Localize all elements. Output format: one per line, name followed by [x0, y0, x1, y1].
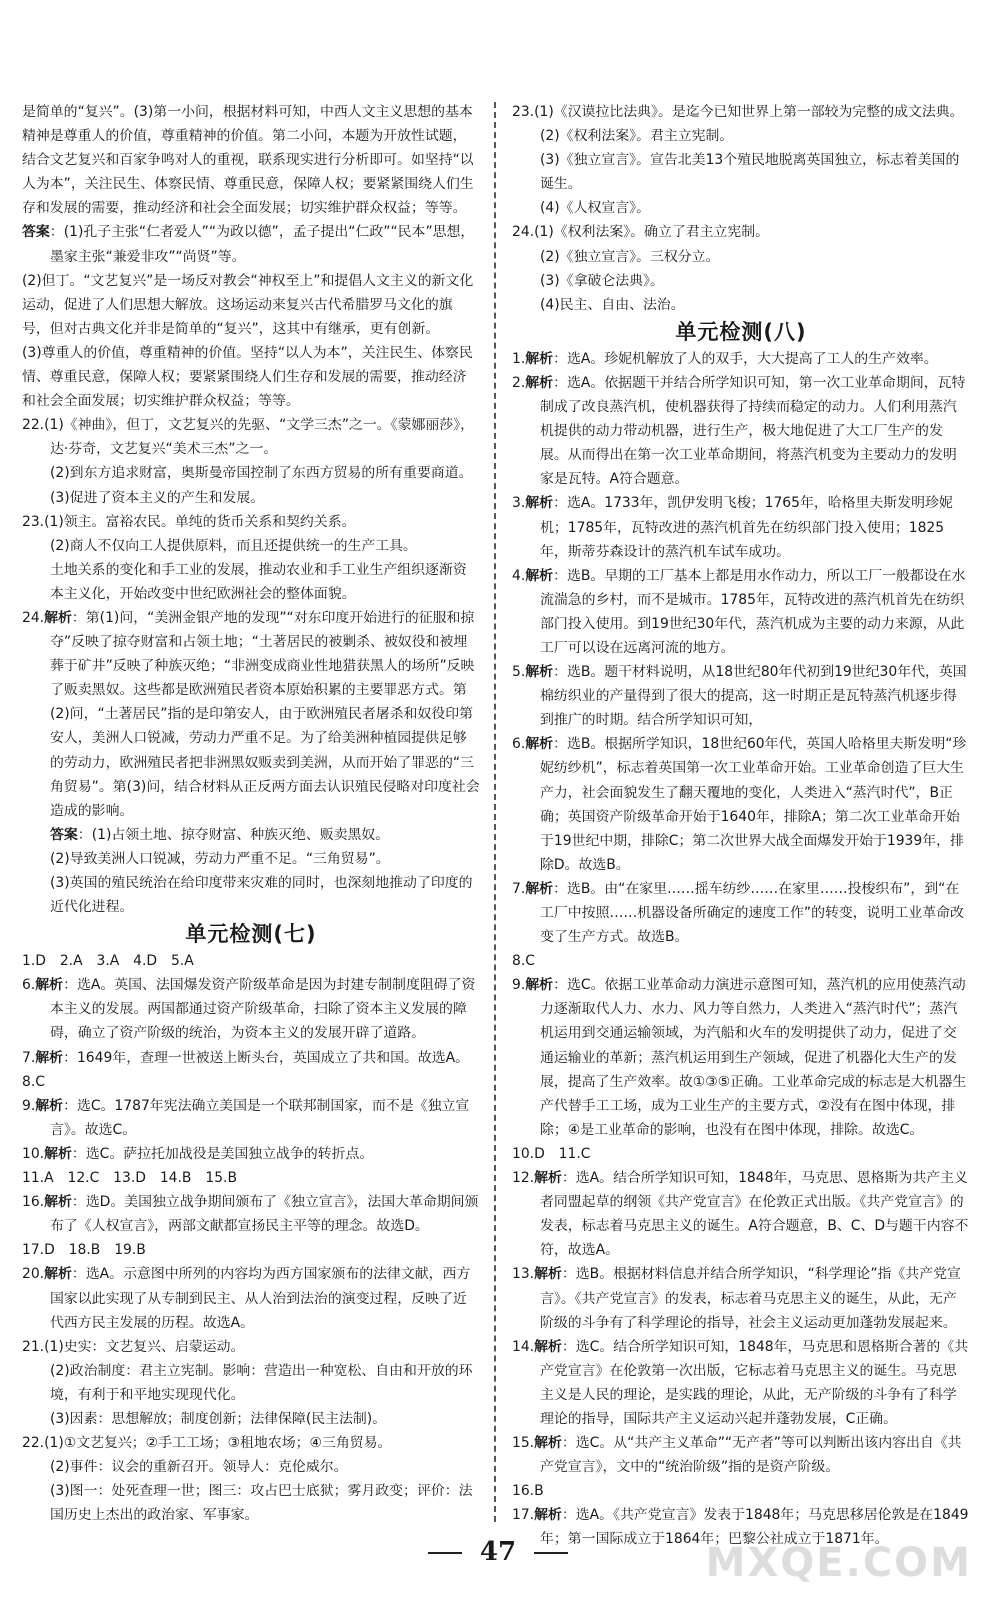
paragraph-text: ：选A。依据题干并结合所学知识可知，第一次工业革命期间，瓦特制成了改良蒸汽机，使机器获得了持续而稳定的动力。人们利用蒸汽机提供的动力带动机器，进行生产，极大地促进了大工厂生产的发展。从而得出在第一次工业革命期间，将蒸汽机变为主要动力的发明家是瓦特。A符合题意。 — [540, 374, 966, 488]
analysis-label: 解析 — [525, 495, 554, 512]
item-number: 12. — [512, 1170, 535, 1187]
answer-paragraph — [512, 660, 970, 732]
answer-paragraph — [22, 973, 480, 1045]
left-column — [22, 100, 480, 1527]
answer-paragraph: 土地关系的变化和手工业的发展，推动农业和手工业生产组织逐渐资本主义化，开始改变中世纪欧洲社会的整体面貌。 — [50, 561, 467, 602]
analysis-label: 解析 — [44, 1194, 72, 1211]
answer-paragraph: (3)因素：思想解放；制度创新；法律保障(民主法制)。 — [50, 1410, 387, 1427]
paragraph-text: ：选B。根据所学知识，18世纪60年代，英国人哈格里夫斯发明“珍妮纺纱机”，标志着英国第一次工业革命开始。工业革命创造了巨大生产力，社会面貌发生了翻天覆地的变化，人类进入“蒸汽时代”，B正确；英国资产阶级革命开始于1640年，排除A；第二次工业革命开始于19世纪中期，排除C；第二次世界大战全面爆发开始于1939年，排除D。故选B。 — [540, 736, 967, 873]
answer-paragraph: (4)《人权宣言》。 — [540, 200, 650, 217]
item-number: 16. — [22, 1194, 45, 1211]
analysis-label: 解析 — [525, 736, 554, 753]
answer-paragraph: 8.C — [512, 953, 535, 970]
paragraph-text: ：(1)占领土地、掠夺财富、种族灭绝、贩卖黑奴。 — [77, 826, 390, 843]
right-column — [512, 100, 970, 1552]
paragraph-text: ：选C。结合所学知识可知，1848年，马克思和恩格斯合著的《共产党宣言》在伦敦第一次出版，它标志着马克思主义的诞生。马克思主义是人民的理论，是实践的理论，从此，无产阶级的斗争有了科学理论的指导，国际共产主义运动兴起并蓬勃发展，C正确。 — [540, 1338, 969, 1427]
item-number: 1. — [512, 350, 526, 367]
answer-paragraph — [512, 1335, 970, 1431]
answer-paragraph — [512, 347, 970, 371]
answer-paragraph: 1.D 2.A 3.A 4.D 5.A — [22, 953, 194, 970]
answer-paragraph — [512, 732, 970, 877]
analysis-label: 解析 — [534, 1435, 562, 1452]
analysis-label: 解析 — [35, 1097, 64, 1114]
item-number: 24. — [22, 609, 45, 626]
analysis-label: 解析 — [525, 350, 554, 367]
item-number: 7. — [22, 1049, 36, 1066]
answer-paragraph: 17.D 18.B 19.B — [22, 1242, 146, 1259]
item-number: 3. — [512, 495, 526, 512]
answer-paragraph — [512, 371, 970, 491]
answer-paragraph: 8.C — [22, 1073, 45, 1090]
answer-paragraph — [512, 1166, 970, 1262]
analysis-label: 解析 — [534, 1170, 562, 1187]
page-number-text: 47 — [479, 1537, 517, 1567]
answer-paragraph: (2)《权利法案》。君主立宪制。 — [540, 128, 734, 145]
answer-paragraph — [22, 1142, 480, 1166]
page-number-dash-left — [428, 1552, 462, 1554]
paragraph-text: ：选C。依据工业革命动力演进示意图可知，蒸汽机的应用使蒸汽动力逐渐取代人力、水力、风力等自然力，人类进入“蒸汽时代”；蒸汽机运用到交通运输领域，为汽船和火车的发明提供了动力，促进了交通运输业的革新；蒸汽机运用到生产领域，促进了机器化大生产的发展，提高了生产效率。故①③⑤正确。工业革命完成的标志是大机器生产代替手工工场，成为工业生产的主要方式，②没有在图中体现，排除；④是工业革命的影响，也没有在图中体现，排除。故选C。 — [540, 977, 967, 1138]
item-number: 13. — [512, 1266, 535, 1283]
paragraph-text: ：选B。由“在家里……摇车纺纱……在家里……投梭织布”，到“在工厂中按照……机器设备所确定的速度工作”的转变，说明工业革命改变了生产方式。故选B。 — [540, 880, 964, 946]
answer-paragraph — [512, 877, 970, 949]
item-number: 2. — [512, 374, 526, 391]
item-number: 9. — [512, 977, 526, 994]
answer-paragraph: 21.(1)史实：文艺复兴、启蒙运动。 — [22, 1338, 245, 1355]
answer-paragraph: 22.(1)①文艺复兴；②手工工场；③租地农场；④三角贸易。 — [22, 1435, 392, 1452]
paragraph-text: ：选A。珍妮机解放了人的双手，大大提高了工人的生产效率。 — [553, 350, 938, 367]
analysis-label: 解析 — [525, 567, 554, 584]
answer-paragraph: 24.(1)《权利法案》。确立了君主立宪制。 — [512, 224, 770, 241]
item-number: 6. — [512, 736, 526, 753]
answer-paragraph: (4)民主、自由、法治。 — [540, 296, 685, 313]
answer-paragraph: (2)政治制度：君主立宪制。影响：营造出一种宽松、自由和开放的环境，有利于和平地实现现代化。 — [50, 1362, 473, 1403]
answer-paragraph — [512, 564, 970, 660]
item-number: 17. — [512, 1507, 535, 1524]
section-heading: 单元检测(八) — [675, 319, 807, 344]
analysis-label: 解析 — [525, 880, 554, 897]
answer-paragraph: 22.(1)《神曲》，但丁，文艺复兴的先驱、“文学三杰”之一。《蒙娜丽莎》，达·芬奇，文艺复兴“美术三杰”之一。 — [22, 417, 475, 458]
column-divider — [494, 102, 496, 1522]
answer-paragraph — [22, 1190, 480, 1238]
watermark: MXQE.COM — [705, 1540, 972, 1586]
paragraph-text: ：选C。1787年宪法确立美国是一个联邦制国家，而不是《独立宣言》。故选C。 — [50, 1097, 470, 1138]
answer-paragraph: (3)英国的殖民统治在给印度带来灾难的同时，也深刻地推动了印度的近代化进程。 — [50, 875, 473, 916]
analysis-label: 解析 — [525, 664, 554, 681]
item-number: 7. — [512, 880, 526, 897]
answer-paragraph — [512, 973, 970, 1142]
answer-paragraph: (2)到东方追求财富，奥斯曼帝国控制了东西方贸易的所有重要商道。 — [50, 465, 473, 482]
paragraph-text: ：选A。结合所学知识可知，1848年，马克思、恩格斯为共产主义者同盟起草的纲领《共产党宣言》在伦敦正式出版。《共产党宣言》的发表，标志着马克思主义的诞生。A符合题意，B、C、D与题干内容不符，故选A。 — [540, 1170, 969, 1259]
answer-paragraph: 23.(1)领主。富裕农民。单纯的货币关系和契约关系。 — [22, 513, 356, 530]
analysis-label: 解析 — [44, 609, 72, 626]
answer-paragraph: (3)《独立宣言》。宣告北美13个殖民地脱离英国独立，标志着美国的诞生。 — [540, 152, 960, 193]
answer-paragraph: (3)《拿破仑法典》。 — [540, 272, 664, 289]
answer-paragraph: 10.D 11.C — [512, 1145, 591, 1162]
answer-paragraph — [22, 1094, 480, 1142]
analysis-label: 解析 — [525, 977, 554, 994]
answer-paragraph — [22, 606, 480, 823]
page-number-dash-right — [534, 1552, 568, 1554]
item-number: 14. — [512, 1338, 535, 1355]
paragraph-text: ：选D。美国独立战争期间颁布了《独立宣言》，法国大革命期间颁布了《人权宣言》，两部文献都宣扬民主平等的理念。故选D。 — [50, 1194, 479, 1235]
analysis-label: 答案 — [50, 826, 78, 843]
section-heading: 单元检测(七) — [185, 922, 317, 947]
answer-paragraph: 11.A 12.C 13.D 14.B 15.B — [22, 1170, 237, 1187]
answer-paragraph — [22, 1262, 480, 1334]
item-number: 5. — [512, 664, 526, 681]
paragraph-text: ：选B。题干材料说明，从18世纪80年代初到19世纪30年代，英国棉纺织业的产量得到了很大的提高，这一时期正是瓦特蒸汽机逐步得到推广的时期。结合所学知识可知， — [540, 664, 967, 729]
answer-paragraph: (3)尊重人的价值，尊重精神的价值。坚持“以人为本”，关注民生、体察民情、尊重民意，保障人权；要紧紧围绕人们生存和发展的需要，推动经济和社会全面发展；切实维护群众权益；等等。 — [22, 344, 473, 410]
answer-paragraph: 16.B — [512, 1483, 544, 1500]
answer-paragraph — [512, 1262, 970, 1334]
paragraph-text: ：选A。示意图中所列的内容均为西方国家颁布的法律文献，西方国家以此实现了从专制到民主、从人治到法治的演变过程，反映了近代西方民主发展的历程。故选A。 — [50, 1266, 471, 1331]
answer-paragraph — [22, 220, 480, 268]
answer-paragraph: (2)事件：议会的重新召开。领导人：克伦威尔。 — [50, 1459, 348, 1476]
answer-paragraph: (3)图一：处死查理一世；图三：攻占巴士底狱；雾月政变；评价：法国历史上杰出的政治家、军事家。 — [50, 1483, 473, 1524]
analysis-label: 解析 — [525, 374, 554, 391]
analysis-label: 解析 — [35, 1049, 64, 1066]
item-number: 15. — [512, 1435, 535, 1452]
paragraph-text: ：选A。《共产党宣言》发表于1848年；马克思移居伦敦是在1849年；第一国际成立于1864年；巴黎公社成立于1871年。 — [540, 1507, 969, 1548]
analysis-label: 解析 — [534, 1507, 562, 1524]
paragraph-text: ：选A。1733年，凯伊发明飞梭；1765年，哈格里夫斯发明珍妮机；1785年，瓦特改进的蒸汽机首先在纺织部门投入使用；1825年，斯蒂芬森设计的蒸汽机车试车成功。 — [540, 495, 953, 560]
paragraph-text: ：选A。英国、法国爆发资产阶级革命是因为封建专制制度阻碍了资本主义的发展。两国都通过资产阶级革命，扫除了资本主义发展的障碍，确立了资产阶级的统治，为资本主义的发展开辟了道路。 — [50, 977, 476, 1042]
analysis-label: 解析 — [44, 1266, 72, 1283]
answer-paragraph: (3)促进了资本主义的产生和发展。 — [50, 489, 265, 506]
paragraph-text: ：选C。萨拉托加战役是美国独立战争的转折点。 — [71, 1145, 374, 1162]
item-number: 20. — [22, 1266, 45, 1283]
paragraph-text: ：第(1)问，“美洲金银产地的发现”“对东印度开始进行的征服和掠夺”反映了掠夺财富和占领土地；“土著居民的被剿杀、被奴役和被埋葬于矿井”反映了种族灭绝；“非洲变成商业性地猎获黑人的场所”反映了贩卖黑奴。这些都是欧洲殖民者资本原始积累的主要罪恶方式。第(2)问，“土著居民”指的是印第安人，由于欧洲殖民者屠杀和奴役印第安人，美洲人口锐减，劳动力严重不足。为了给美洲种植园提供足够的劳动力，欧洲殖民者把非洲黑奴贩卖到美洲，从而开始了罪恶的“三角贸易”。第(3)问，结合材料从正反两方面去认识殖民侵略对印度社会造成的影响。 — [50, 609, 480, 819]
answer-paragraph — [512, 1431, 970, 1479]
answer-paragraph: (2)商人不仅向工人提供原料，而且还提供统一的生产工具。 — [50, 537, 417, 554]
answer-paragraph — [22, 823, 480, 847]
answer-paragraph — [512, 491, 970, 563]
paragraph-text: ：选B。早期的工厂基本上都是用水作动力，所以工厂一般都设在水流湍急的乡村，而不是城市。1785年，瓦特改进的蒸汽机首先在纺织部门投入使用。到19世纪30年代，蒸汽机成为主要的动力来源，从此工厂可以设在远离河流的地方。 — [540, 567, 966, 656]
answer-paragraph — [22, 1046, 480, 1070]
answer-paragraph: 23.(1)《汉谟拉比法典》。是迄今已知世界上第一部较为完整的成文法典。 — [512, 104, 964, 120]
paragraph-text: ：选C。从“共产主义革命”“无产者”等可以判断出该内容出自《共产党宣言》，文中的“统治阶级”指的是资产阶级。 — [540, 1435, 962, 1476]
paragraph-text: ：(1)孔子主张“仁者爱人”“为政以德”，孟子提出“仁政”“民本”思想，墨家主张“兼爱非攻”“尚贤”等。 — [49, 224, 475, 265]
answer-paragraph: (2)导致美洲人口锐减，劳动力严重不足。“三角贸易”。 — [50, 850, 390, 867]
item-number: 6. — [22, 977, 36, 994]
paragraph-text: ：选B。根据材料信息并结合所学知识，“科学理论”指《共产党宣言》。《共产党宣言》的发表，标志着马克思主义的诞生，从此，无产阶级的斗争有了科学理论的指导，社会主义运动更加蓬勃发展起来。 — [540, 1266, 961, 1331]
answer-paragraph: 是简单的“复兴”。(3)第一小问，根据材料可知，中西人文主义思想的基本精神是尊重人的价值，尊重精神的价值。第二小问，本题为开放性试题，结合文艺复兴和百家争鸣对人的重视，联系现实进行分析即可。如坚持“以人为本”，关注民生、体察民情、尊重民意，保障人权；要紧紧围绕人们生存和发展的需要，推动经济和社会全面发展；切实维护群众权益；等等。 — [22, 104, 474, 217]
item-number: 10. — [22, 1145, 45, 1162]
item-number: 9. — [22, 1097, 36, 1114]
analysis-label: 解析 — [534, 1266, 562, 1283]
analysis-label: 解析 — [534, 1338, 562, 1355]
paragraph-text: ：1649年，查理一世被送上断头台，英国成立了共和国。故选A。 — [63, 1049, 470, 1066]
answer-paragraph: (2)《独立宣言》。三权分立。 — [540, 248, 720, 265]
analysis-label: 答案 — [22, 224, 50, 241]
answer-paragraph: (2)但丁。“文艺复兴”是一场反对教会“神权至上”和提倡人文主义的新文化运动，促进了人们思想大解放。这场运动来复兴古代希腊罗马文化的旗号，但对古典文化并非是简单的“复兴”，这其中有继承，更有创新。 — [22, 272, 474, 337]
item-number: 4. — [512, 567, 526, 584]
analysis-label: 解析 — [44, 1145, 72, 1162]
analysis-label: 解析 — [35, 977, 64, 994]
